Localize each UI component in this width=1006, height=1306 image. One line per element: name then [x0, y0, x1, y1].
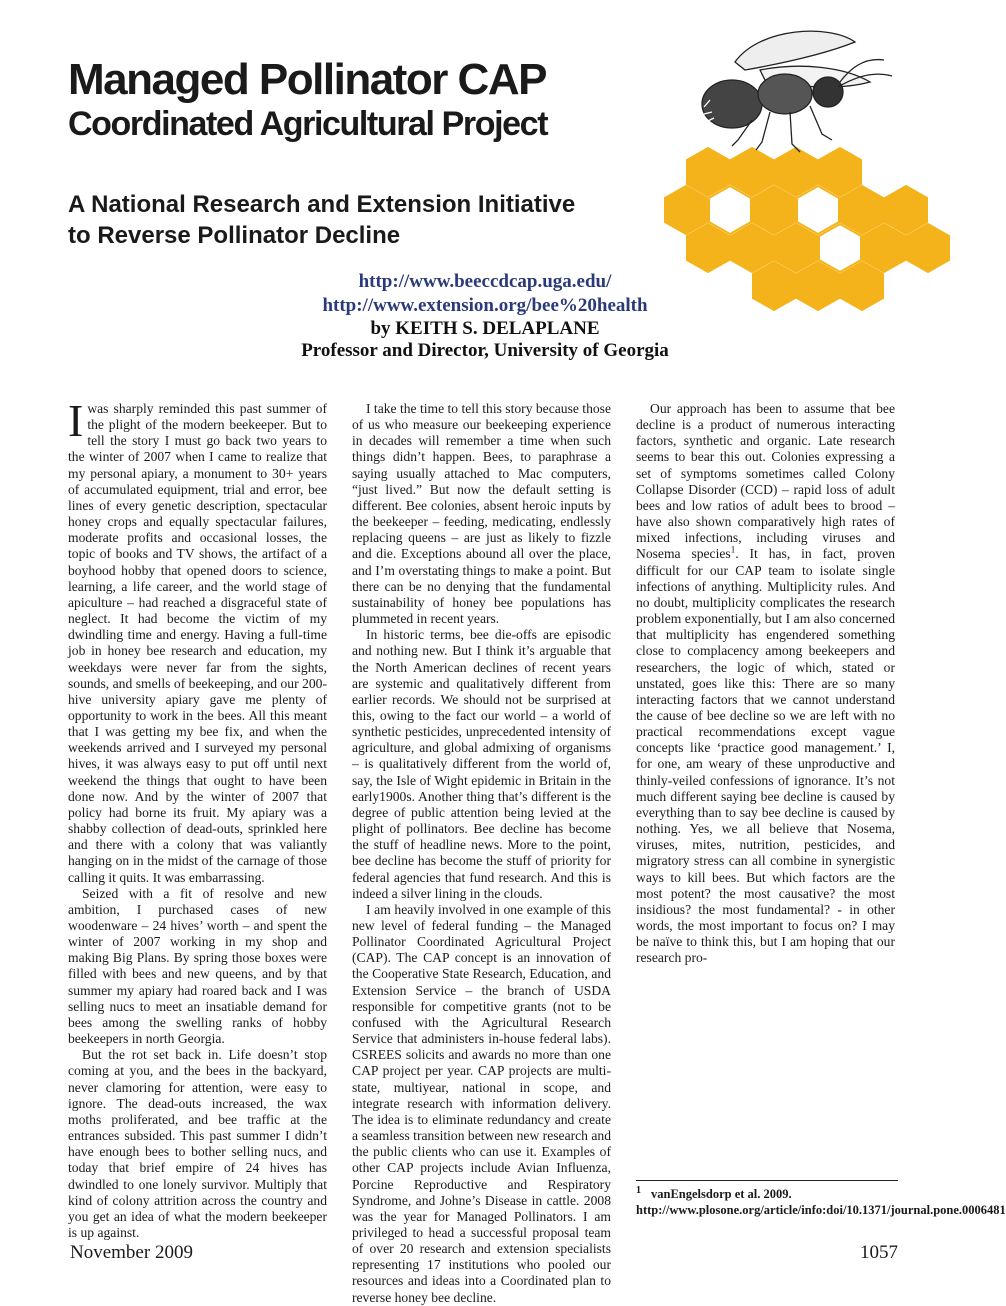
footnote-number: 1 — [636, 1185, 641, 1196]
title-line-1: Managed Pollinator CAP — [68, 55, 546, 104]
article-column-1 — [68, 395, 327, 1241]
page-number: 1057 — [860, 1242, 898, 1263]
bee-honeycomb-illustration — [640, 22, 960, 312]
article-links — [240, 270, 730, 362]
paragraph-4: I take the time to tell this story because those of us who measure our beekeeping experience in decades will remember a time when such things didn’t happen. Bees, to paraphrase a saying usually attached to Mac computers, “just lived.” But now the default setting is different. Bee colonies, absent heroic inputs by the beekeeper – feeding, medicating, endlessly replacing queens – are just as likely to fizzle and die. Exceptions abound all over the place, and I’m overstating things to make a point. But there can be no denying that the fundamental sustainability of honey bee populations has plummeted in recent years. — [352, 401, 611, 627]
article-column-2 — [352, 401, 611, 1306]
article-column-3 — [636, 401, 895, 966]
author-affiliation: Professor and Director, University of Georgia — [301, 340, 669, 361]
paragraph-5: In historic terms, bee die-offs are episodic and nothing new. But I think it’s arguable that the North American declines of recent years are systemic and qualitatively different from earlier records. We should not be surprised at this, owing to the fact our world – a world of synthetic pesticides, unprecedented intensity of agriculture, and global admixing of organisms – is qualitatively different from the world of, say, the Isle of Wight epidemic in Britain in the early1900s. Another thing that’s different is the degree of public attention being levied at the plight of pollinators. Bee decline has become the stuff of headline news. More to the point, bee decline has become the stuff of priority for federal agencies that fund research. And this is indeed a silver lining in the clouds. — [352, 627, 611, 901]
author-byline: by KEITH S. DELAPLANE — [370, 318, 600, 339]
paragraph-7-text-a: Our approach has been to assume that bee decline is a product of numerous interacting factors, synthetic and organic. Late research seems to bear this out. Colonies expressing a set of symptoms sometimes called Colony Collapse Disorder (CCD) – rapid loss of adult bees and low ratios of adult bees to brood – have also shown comparatively high rates of mixed infections, including viruses and Nosema species — [636, 401, 895, 562]
paragraph-2: Seized with a fit of resolve and new ambition, I purchased cases of new woodenware – 24 hives’ worth – and spent the winter of 2007 working in my shop and making Big Plans. By spring those boxes were filled with bees and new queens, and by that summer my apiary had roared back and I was selling nucs to meet an insatiable demand for bees among the swelling ranks of hobby beekeepers in north Georgia. — [68, 885, 327, 1047]
footnote — [636, 1180, 1006, 1218]
subtitle-line-1: A National Research and Extension Initiative — [68, 191, 576, 218]
website-link-extension[interactable]: http://www.extension.org/bee%20health — [322, 295, 648, 316]
paragraph-3: But the rot set back in. Life doesn’t stop coming at you, and the bees in the backyard, never clamoring for attention, were easy to ignore. The dead-outs increased, the wax moths proliferated, and bee traffic at the entrances subsided. This past summer I didn’t have enough bees to bother selling nucs, and today that brief empire of 24 hives has dwindled to one lonely survivor. Multiply that kind of colony attrition across the country and you get an idea of what the modern beekeeper is up against. — [68, 1047, 327, 1240]
drop-cap: I — [68, 395, 84, 446]
footnote-text: vanEngelsdorp et al. 2009. http://www.plosone.org/article/info:doi/10.1371/journal.pone.0006481 — [636, 1187, 1006, 1217]
footnote-reference: 1 — [730, 544, 736, 555]
paragraph-7 — [636, 401, 895, 966]
bee-drawing — [702, 31, 892, 152]
title-line-2: Coordinated Agricultural Project — [68, 105, 548, 143]
subtitle — [68, 189, 575, 251]
paragraph-7-text-b: . It has, in fact, proven difficult for our CAP team to isolate single infections of anything. Multiplicity rules. And no doubt, multiplicity complicates the research problem exponentially, but I am also concerned that multiplicity has engendered something close to complacency among beekeepers and researchers, the logic of which, stated or unstated, goes like this: There are so many interacting factors that we cannot understand the cause of bee decline so we are left with no practical recommendations except vague concepts like ‘practice good management.’ I, for one, am weary of these unproductive and thinly-veiled confessions of ignorance. It’s not much different saying bee decline is caused by everything than to say bee decline is caused by nothing. Yes, we all believe that Nosema, viruses, mites, nutrition, pesticides, and migratory stress can all combine in synergistic ways to kill bees. But which factors are the most potent? the most causative? the most insidious? the most fundamental? - in other words, the most important to focus on? I may be naïve to think this, but I am hoping that our research pro- — [636, 546, 895, 966]
paragraph-1 — [68, 395, 327, 886]
subtitle-line-2: to Reverse Pollinator Decline — [68, 222, 401, 249]
issue-date: November 2009 — [70, 1242, 193, 1263]
paragraph-6: I am heavily involved in one example of this new level of federal funding – the Managed Pollinator Coordinated Agricultural Project (CAP). The CAP concept is an innovation of the Cooperative State Research, Education, and Extension Service – the branch of USDA responsible for competitive grants (not to be confused with the Agricultural Research Service that administers in-house federal labs). CSREES solicits and awards no more than one CAP project per year. CAP projects are multi-state, multiyear, national in scope, and integrate research with information delivery. The idea is to eliminate redundancy and create a seamless transition between new research and the public clients who can use it. Examples of other CAP projects include Avian Influenza, Porcine Reproductive and Respiratory Syndrome, and Johne’s Disease in cattle. 2008 was the year for Managed Pollinators. I am privileged to head a successful proposal team of over 20 research and extension specialists representing 17 institutions who pooled our resources and ideas into a Coordinated plan to reverse honey bee decline. — [352, 901, 611, 1305]
paragraph-1-text: was sharply reminded this past summer of the plight of the modern beekeeper. But to tell the story I must go back two years to the winter of 2007 when I came to realize that my personal apiary, a monument to 30+ years of accumulated equipment, trial and error, bee lines of every genetic description, spectacular honey crops and equally spectacular failures, moderate profits and occasional losses, the topic of books and TV shows, the artifact of a boyhood hobby that opened doors to science, learning, a life career, and the world stage of apiculture – had reached a disgraceful state of neglect. It had become the victim of my dwindling time and energy. Having a full-time job in honey bee research and education, my weekdays were never far from the sights, sounds, and smells of beekeeping, and our 200-hive university apiary gave me plenty of opportunity to work in the bees. All this meant that I was getting my bee fix, and when the weekends arrived and I surveyed my personal hives, it was always easy to put off until next weekend the things that ought to have been done now. And by the winter of 2007 that policy had borne its fruit. My apiary was a shabby collection of dead-outs, sprinkled here and there with a colony that was valiantly hanging on in the midst of the carnage of those calling it quits. It was embarrassing. — [68, 401, 327, 885]
website-link-beeccdcap[interactable]: http://www.beeccdcap.uga.edu/ — [358, 271, 612, 292]
